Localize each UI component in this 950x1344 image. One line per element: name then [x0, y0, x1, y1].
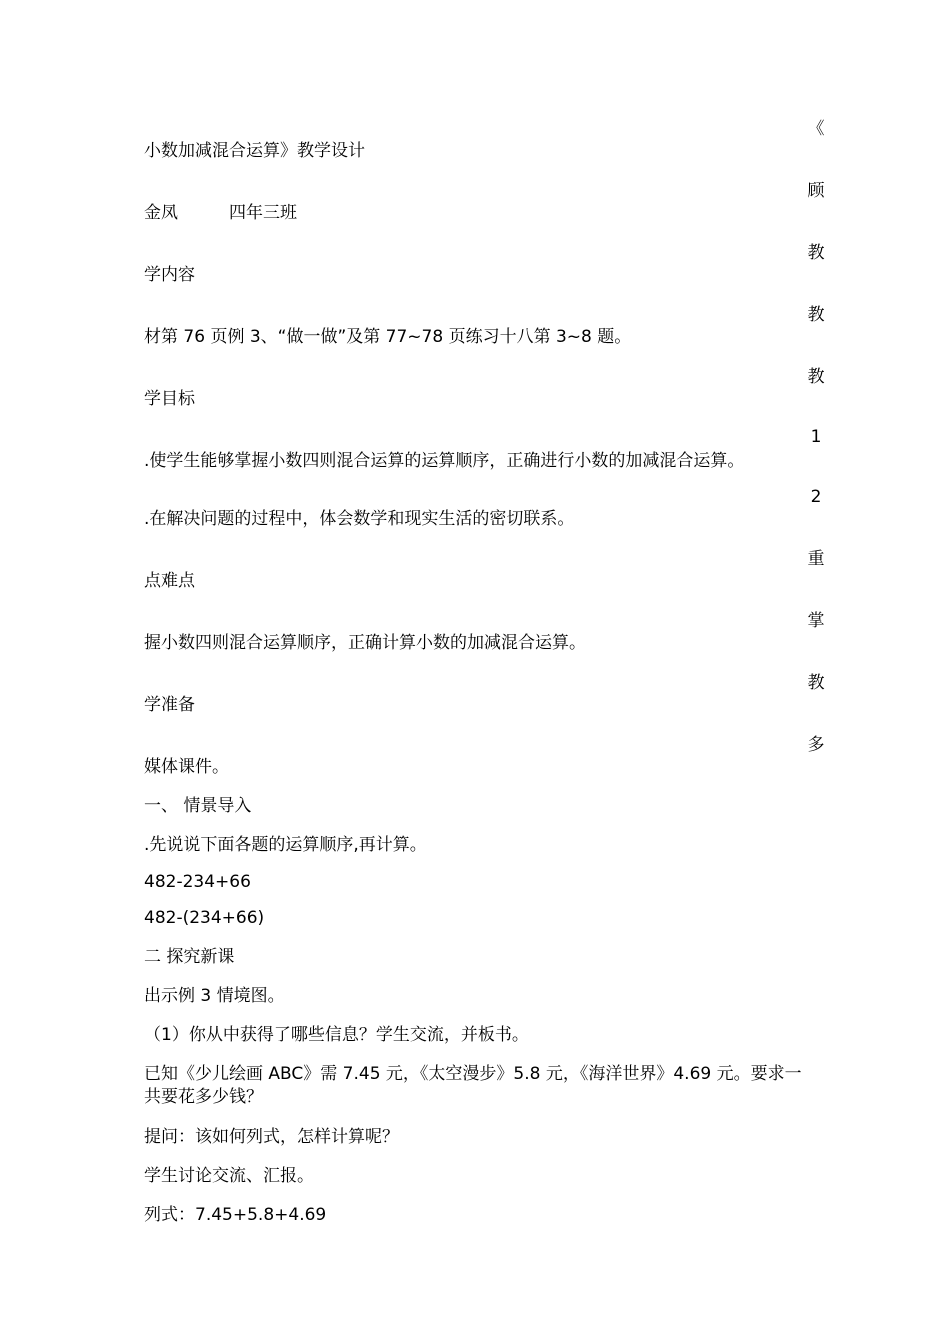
- goal-item: .使学生能够掌握小数四则混合运算的运算顺序，正确进行小数的加减混合运算。: [144, 451, 745, 471]
- goal-item: .在解决问题的过程中，体会数学和现实生活的密切联系。: [144, 509, 575, 529]
- side-char: 教: [807, 367, 825, 387]
- side-char: 2: [810, 487, 822, 507]
- content-heading: 学内容: [144, 265, 195, 285]
- preparation-heading: 学准备: [144, 695, 195, 715]
- side-char: 教: [807, 673, 825, 693]
- intro-text: .先说说下面各题的运算顺序,再计算。: [144, 835, 427, 855]
- section-heading: 二 探究新课: [144, 947, 235, 967]
- side-char: 重: [807, 549, 825, 569]
- side-char: 《: [807, 119, 825, 139]
- preparation-text: 媒体课件。: [144, 757, 229, 777]
- author-line: 金凤 四年三班: [144, 203, 297, 223]
- side-char: 多: [807, 735, 825, 755]
- expression: 482-(234+66): [144, 908, 265, 928]
- key-points-text: 握小数四则混合运算顺序，正确计算小数的加减混合运算。: [144, 633, 586, 653]
- example-text: 出示例 3 情境图。: [144, 986, 285, 1006]
- section-heading: 一、 情景导入: [144, 796, 252, 816]
- key-points-heading: 点难点: [144, 571, 195, 591]
- side-char: 掌: [807, 611, 825, 631]
- expression: 482-234+66: [144, 872, 251, 892]
- formula-text: 列式：7.45+5.8+4.69: [144, 1205, 327, 1225]
- side-char: 教: [807, 305, 825, 325]
- question-text: （1）你从中获得了哪些信息？学生交流，并板书。: [144, 1025, 529, 1045]
- goals-heading: 学目标: [144, 389, 195, 409]
- side-char: 教: [807, 243, 825, 263]
- ask-text: 提问：该如何列式，怎样计算呢？: [144, 1127, 399, 1147]
- side-char: 顾: [807, 181, 825, 201]
- side-char: 1: [810, 427, 822, 447]
- document-title: 小数加减混合运算》教学设计: [144, 141, 365, 161]
- content-text: 材第 76 页例 3、“做一做”及第 77~78 页练习十八第 3~8 题。: [144, 327, 632, 347]
- discuss-text: 学生讨论交流、汇报。: [144, 1166, 314, 1186]
- known-info-text: 已知《少儿绘画 ABC》需 7.45 元，《太空漫步》5.8 元，《海洋世界》4.69 元。要求一共要花多少钱？: [144, 1064, 802, 1107]
